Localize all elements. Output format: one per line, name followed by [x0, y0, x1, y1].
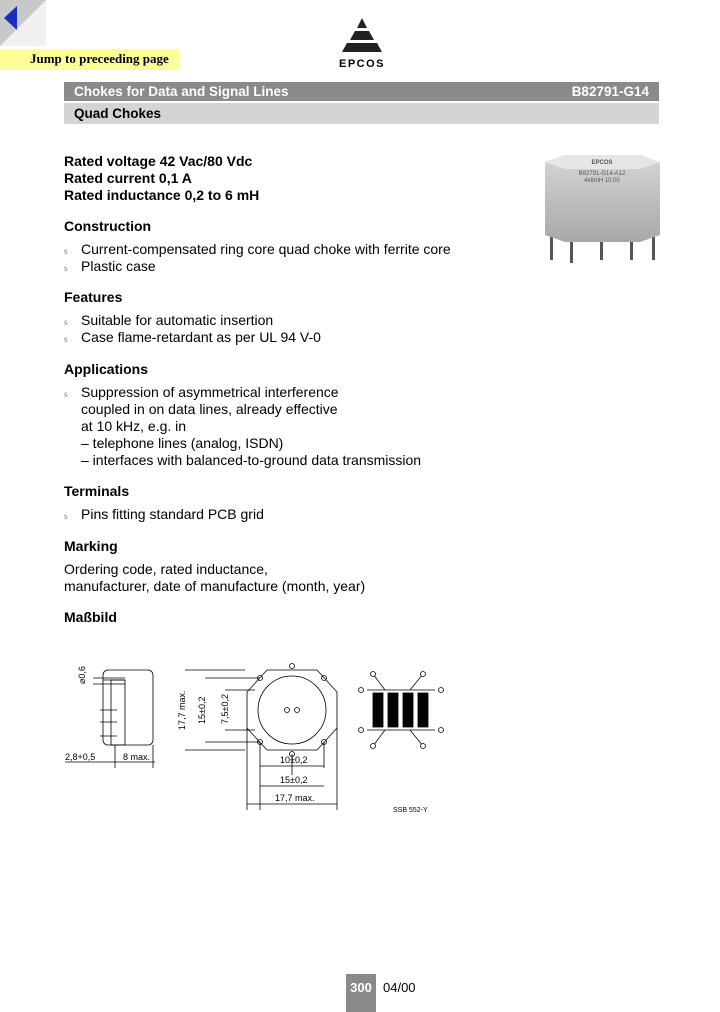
- page-subtitle: Quad Chokes: [74, 106, 162, 121]
- epcos-logo-icon: [332, 18, 392, 58]
- list-item: s Case flame-retardant as per UL 94 V-0: [64, 329, 321, 346]
- list-item-continuation: – telephone lines (analog, ISDN): [81, 435, 284, 451]
- subtitle-bar: [64, 103, 659, 124]
- applications-list: [64, 384, 421, 469]
- construction-heading: Construction: [64, 218, 152, 234]
- title-bar: [64, 82, 659, 101]
- list-item-continuation: at 10 kHz, e.g. in: [81, 418, 187, 434]
- svg-text:SSB 552-Y: SSB 552-Y: [393, 807, 428, 814]
- bullet-icon: s: [64, 389, 68, 399]
- terminals-heading: Terminals: [64, 483, 130, 499]
- svg-text:15±0,2: 15±0,2: [197, 696, 207, 724]
- svg-text:10±0,2: 10±0,2: [280, 755, 308, 765]
- bullet-icon: s: [64, 334, 68, 344]
- svg-text:17,7 max.: 17,7 max.: [275, 793, 315, 803]
- list-item-continuation: – interfaces with balanced-to-ground data transmission: [81, 452, 422, 468]
- top-view: [185, 664, 337, 811]
- list-item: s Current-compensated ring core quad choke with ferrite core: [64, 241, 451, 258]
- terminals-list: [64, 506, 264, 523]
- page-number: 300: [346, 974, 376, 1012]
- list-item: s Plastic case: [64, 258, 451, 275]
- bullet-icon: s: [64, 317, 68, 327]
- dimension-drawing-heading: Maßbild: [64, 609, 117, 625]
- ratings-block: [64, 153, 259, 204]
- ordering-code: B82791-G14: [571, 84, 649, 99]
- marking-text: Ordering code, rated inductance, manufacturer, date of manufacture (month, year): [64, 561, 366, 594]
- rated-voltage: Rated voltage 42 Vac/80 Vdc: [64, 153, 253, 169]
- svg-text:2,8+0,5: 2,8+0,5: [65, 752, 96, 762]
- bullet-icon: s: [64, 246, 68, 256]
- rated-inductance: Rated inductance 0,2 to 6 mH: [64, 187, 260, 203]
- back-arrow-icon[interactable]: [0, 0, 46, 46]
- svg-text:EPCOS: EPCOS: [591, 160, 613, 166]
- list-item: s Suitable for automatic insertion: [64, 312, 321, 329]
- svg-text:4x6mH 10.00: 4x6mH 10.00: [584, 178, 620, 184]
- list-item: s Suppression of asymmetrical interference: [64, 384, 421, 401]
- marking-heading: Marking: [64, 538, 118, 554]
- svg-text:⌀0,6: ⌀0,6: [77, 666, 87, 684]
- applications-heading: Applications: [64, 361, 149, 377]
- svg-text:17,7 max.: 17,7 max.: [177, 690, 187, 730]
- bullet-icon: s: [64, 511, 68, 521]
- svg-text:15±0,2: 15±0,2: [280, 775, 308, 785]
- dimension-drawing: [55, 650, 455, 820]
- logo-text: EPCOS: [338, 58, 385, 70]
- epcos-logo: [332, 18, 392, 73]
- list-item-continuation: coupled in on data lines, already effective: [81, 401, 338, 417]
- rated-current: Rated current 0,1 A: [64, 170, 192, 186]
- bullet-icon: s: [64, 263, 68, 273]
- list-item: s Pins fitting standard PCB grid: [64, 506, 264, 523]
- features-heading: Features: [64, 289, 123, 305]
- page-title: Chokes for Data and Signal Lines: [74, 84, 289, 99]
- svg-text:8 max.: 8 max.: [123, 752, 151, 762]
- construction-list: [64, 241, 451, 275]
- features-list: [64, 312, 321, 346]
- schematic-view: [359, 672, 444, 749]
- svg-text:7,5±0,2: 7,5±0,2: [220, 694, 230, 724]
- jump-to-preceding-page-link[interactable]: Jump to preceeding page: [0, 49, 179, 70]
- issue-date: 04/00: [383, 980, 416, 995]
- svg-text:B82791-G14-A12: B82791-G14-A12: [578, 171, 626, 177]
- product-photo: [540, 150, 665, 265]
